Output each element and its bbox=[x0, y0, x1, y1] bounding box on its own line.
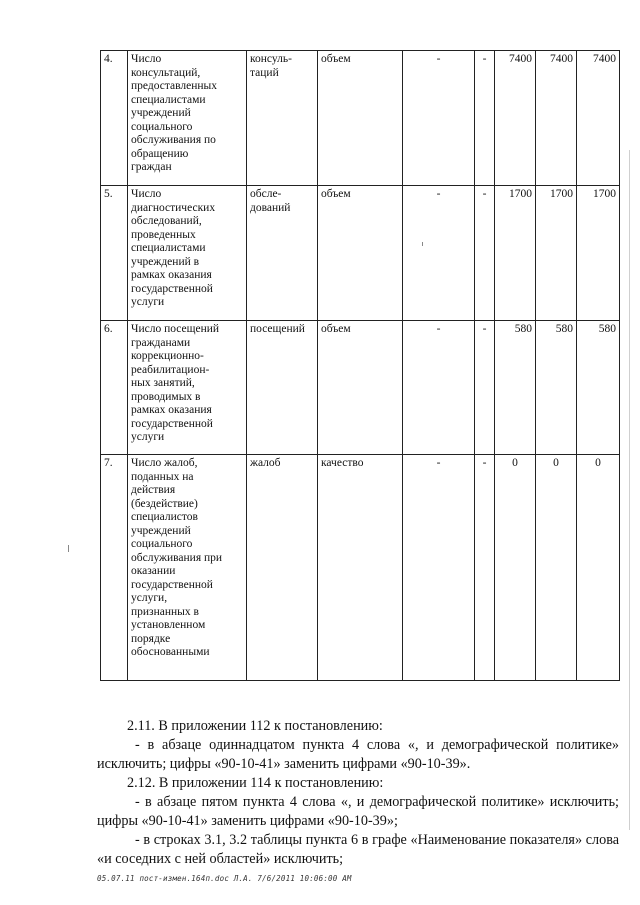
empty-value: - bbox=[403, 321, 475, 455]
value-year-3: 0 bbox=[577, 455, 620, 681]
indicator-name: Число диагностических обследований, проведенных специалистами учреждений в рамках оказания государственной услуги bbox=[128, 186, 247, 321]
paragraph-2-12-item-2: - в строках 3.1, 3.2 таблицы пункта 6 в графе «Наименование показателя» слова «и соседних с ней областей» исключить; bbox=[97, 832, 619, 867]
scan-speck bbox=[68, 545, 69, 552]
paragraph-2-12-item-1: - в абзаце пятом пункта 4 слова «, и демографической политике» исключить; цифры «90-10-41» заменить цифрами «90-10-39»; bbox=[97, 794, 619, 829]
indicator-name: Число жалоб, поданных на действия (бездействие) специалистов учреждений социального обслуживания при оказании государственной услуги, признанных в установленном порядке обоснованными bbox=[128, 455, 247, 681]
value-year-2: 580 bbox=[536, 321, 577, 455]
table-row bbox=[101, 51, 620, 186]
row-number: 5. bbox=[101, 186, 128, 321]
document-footer: 05.07.11 пост-измен.164п.doc Л.А. 7/6/2011 10:06:00 AM bbox=[97, 874, 352, 883]
empty-value: - bbox=[403, 51, 475, 186]
empty-value: - bbox=[403, 455, 475, 681]
value-year-2: 7400 bbox=[536, 51, 577, 186]
empty-value: - bbox=[475, 51, 495, 186]
empty-value: - bbox=[403, 186, 475, 321]
indicator-type: качество bbox=[318, 455, 403, 681]
unit-of-measure: посещений bbox=[247, 321, 318, 455]
page-edge-line bbox=[629, 150, 630, 830]
row-number: 7. bbox=[101, 455, 128, 681]
value-year-1: 1700 bbox=[495, 186, 536, 321]
table-row bbox=[101, 321, 620, 455]
row-number: 4. bbox=[101, 51, 128, 186]
row-number: 6. bbox=[101, 321, 128, 455]
empty-value: - bbox=[475, 321, 495, 455]
amendments-text bbox=[97, 717, 619, 869]
indicator-type: объем bbox=[318, 51, 403, 186]
indicator-type: объем bbox=[318, 321, 403, 455]
paragraph-2-11: 2.11. В приложении 112 к постановлению: bbox=[127, 718, 383, 734]
paragraph-2-12: 2.12. В приложении 114 к постановлению: bbox=[127, 775, 384, 791]
empty-value: - bbox=[475, 186, 495, 321]
unit-of-measure: обсле- дований bbox=[247, 186, 318, 321]
unit-of-measure: консуль- таций bbox=[247, 51, 318, 186]
value-year-2: 0 bbox=[536, 455, 577, 681]
value-year-3: 580 bbox=[577, 321, 620, 455]
value-year-1: 7400 bbox=[495, 51, 536, 186]
table-row bbox=[101, 455, 620, 681]
value-year-3: 1700 bbox=[577, 186, 620, 321]
value-year-1: 0 bbox=[495, 455, 536, 681]
value-year-1: 580 bbox=[495, 321, 536, 455]
indicator-name: Число посещений гражданами коррекционно- реабилитацион- ных занятий, проводимых в рамках оказания государственной услуги bbox=[128, 321, 247, 455]
unit-of-measure: жалоб bbox=[247, 455, 318, 681]
table-row bbox=[101, 186, 620, 321]
indicator-type: объем bbox=[318, 186, 403, 321]
value-year-2: 1700 bbox=[536, 186, 577, 321]
indicator-name: Число консультаций, предоставленных специалистами учреждений социального обслуживания по обращению граждан bbox=[128, 51, 247, 186]
value-year-3: 7400 bbox=[577, 51, 620, 186]
empty-value: - bbox=[475, 455, 495, 681]
indicators-table bbox=[100, 50, 620, 681]
paragraph-2-11-item: - в абзаце одиннадцатом пункта 4 слова «, и демографической политике» исключить; цифры «90-10-41» заменить цифрами «90-10-39». bbox=[97, 737, 619, 772]
